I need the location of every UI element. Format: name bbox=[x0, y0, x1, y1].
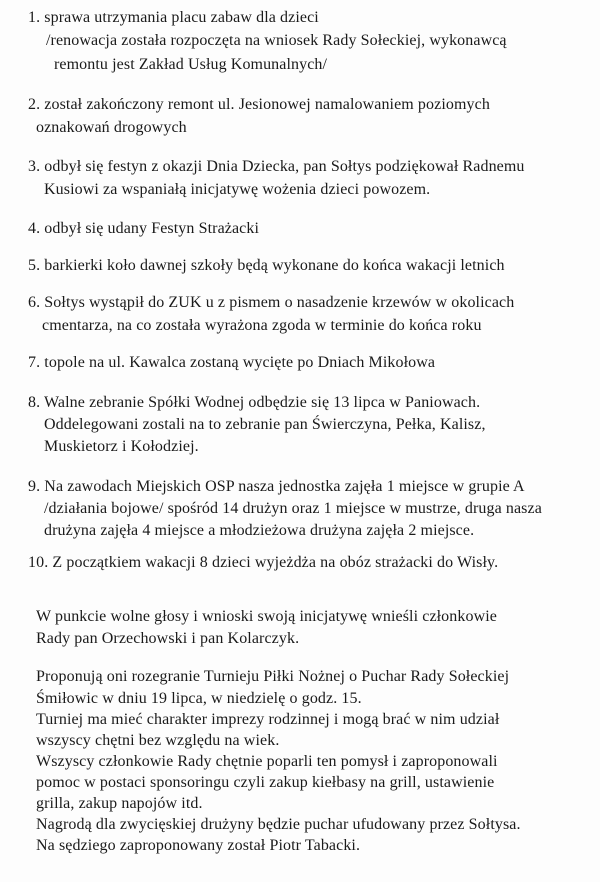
item-4-line-1: 4. odbył się udany Festyn Strażacki bbox=[28, 220, 260, 237]
item-1-line-3: remontu jest Zakład Usług Komunalnych/ bbox=[54, 56, 328, 73]
item-3-line-2: Kusiowi za wspaniałą inicjatywę wożenia dzieci powozem. bbox=[44, 181, 431, 198]
item-7-line-1: 7. topole na ul. Kawalca zostaną wycięte po Dniach Mikołowa bbox=[28, 354, 436, 371]
item-1-line-1: 1. sprawa utrzymania placu zabaw dla dzieci bbox=[28, 9, 319, 26]
closing-p2-line-8: Nagrodą dla zwycięskiej drużyny będzie puchar ufudowany przez Sołtysa. bbox=[36, 816, 521, 833]
closing-p2-line-2: Śmiłowic w dniu 19 lipca, w niedzielę o godz. 15. bbox=[36, 690, 362, 707]
item-8-line-1: 8. Walne zebranie Spółki Wodnej odbędzie się 13 lipca w Paniowach. bbox=[28, 394, 481, 411]
item-9-line-1: 9. Na zawodach Miejskich OSP nasza jednostka zajęła 1 miejsce w grupie A bbox=[28, 478, 525, 495]
item-2-line-1: 2. został zakończony remont ul. Jesionowej namalowaniem poziomych bbox=[28, 96, 490, 113]
item-5-line-1: 5. barkierki koło dawnej szkoły będą wykonane do końca wakacji letnich bbox=[28, 257, 505, 274]
item-9-line-2: /działania bojowe/ spośród 14 drużyn oraz 1 miejsce w mustrze, druga nasza bbox=[44, 500, 542, 517]
item-2-line-2: oznakowań drogowych bbox=[36, 119, 187, 136]
closing-p2-line-6: pomoc w postaci sponsoringu czyli zakup kiełbasy na grill, ustawienie bbox=[36, 774, 495, 791]
item-8-line-2: Oddelegowani zostali na to zebranie pan Świerczyna, Pełka, Kalisz, bbox=[44, 416, 486, 433]
item-10-line-1: 10. Z początkiem wakacji 8 dzieci wyjeżdża na obóz strażacki do Wisły. bbox=[28, 554, 499, 571]
item-6-line-2: cmentarza, na co została wyrażona zgoda w terminie do końca roku bbox=[42, 317, 482, 334]
item-8-line-3: Muskietorz i Kołodziej. bbox=[44, 438, 199, 455]
closing-p2-line-9: Na sędziego zaproponowany został Piotr Tabacki. bbox=[36, 837, 361, 854]
item-9-line-3: drużyna zajęła 4 miejsce a młodzieżowa drużyna zajęła 2 miejsce. bbox=[44, 522, 475, 539]
closing-p2-line-4: wszyscy chętni bez względu na wiek. bbox=[36, 732, 280, 749]
item-3-line-1: 3. odbył się festyn z okazji Dnia Dziecka, pan Sołtys podziękował Radnemu bbox=[28, 158, 525, 175]
closing-p2-line-5: Wszyscy członkowie Rady chętnie poparli ten pomysł i zaproponowali bbox=[36, 753, 498, 770]
closing-p2-line-3: Turniej ma mieć charakter imprezy rodzinnej i mogą brać w nim udział bbox=[36, 711, 500, 728]
closing-p2-line-7: grilla, zakup napojów itd. bbox=[36, 795, 203, 812]
item-1-line-2: /renowacja została rozpoczęta na wniosek Rady Sołeckiej, wykonawcą bbox=[46, 32, 507, 49]
closing-p1-line-2: Rady pan Orzechowski i pan Kolarczyk. bbox=[36, 630, 300, 647]
item-6-line-1: 6. Sołtys wystąpił do ZUK u z pismem o nasadzenie krzewów w okolicach bbox=[28, 294, 515, 311]
closing-p1-line-1: W punkcie wolne głosy i wnioski swoją inicjatywę wnieśli członkowie bbox=[36, 608, 497, 625]
closing-p2-line-1: Proponują oni rozegranie Turnieju Piłki Nożnej o Puchar Rady Sołeckiej bbox=[36, 668, 510, 685]
